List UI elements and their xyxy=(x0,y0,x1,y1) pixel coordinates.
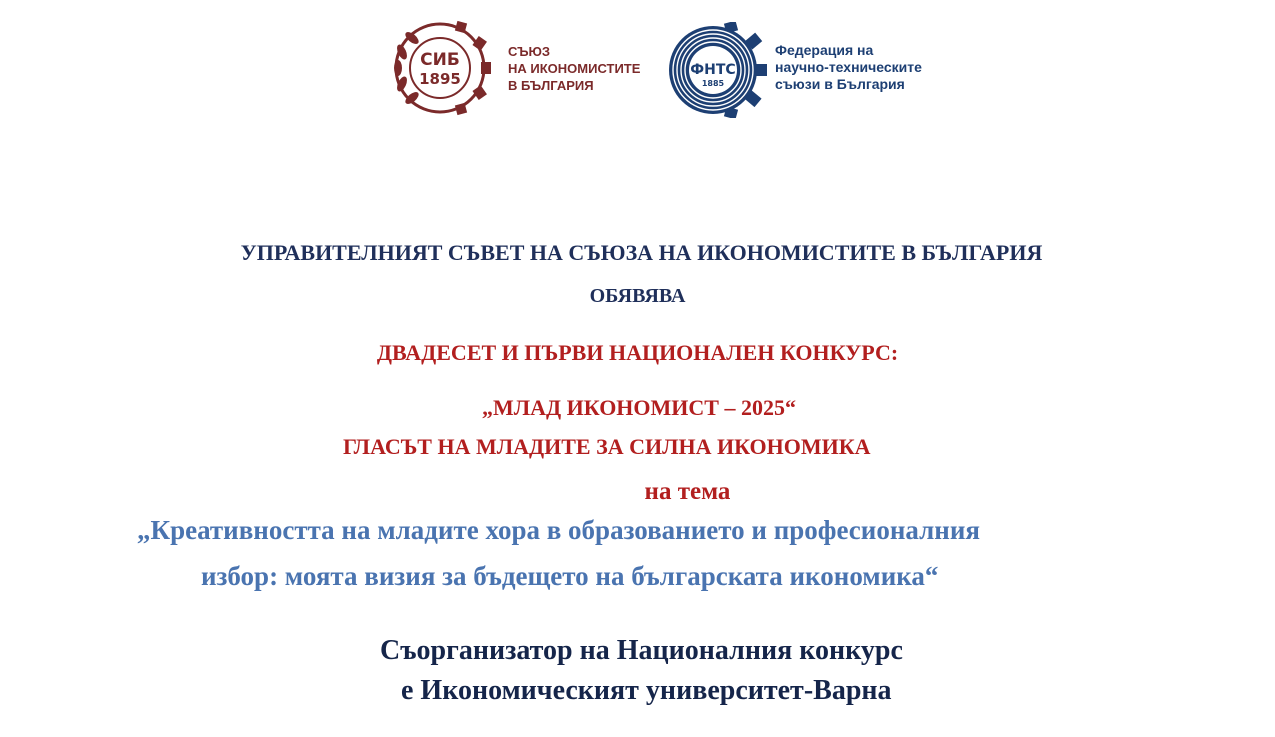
board-heading: УПРАВИТЕЛНИЯТ СЪВЕТ НА СЪЮЗА НА ИКОНОМИСТИТЕ В БЪЛГАРИЯ xyxy=(240,240,1043,265)
sib-emblem-text: СИБ xyxy=(420,50,460,70)
fnts-emblem-text: ФНТС xyxy=(690,62,736,78)
contest-name: „МЛАД ИКОНОМИСТ – 2025“ xyxy=(482,395,796,420)
sib-line-2: НА ИКОНОМИСТИТЕ xyxy=(508,61,641,76)
fnts-line-1: Федерация на xyxy=(775,42,874,58)
theme-label: на тема xyxy=(644,478,731,505)
contest-motto: ГЛАСЪТ НА МЛАДИТЕ ЗА СИЛНА ИКОНОМИКА xyxy=(343,434,871,459)
sib-emblem-year: 1895 xyxy=(419,70,461,88)
contest-title: ДВАДЕСЕТ И ПЪРВИ НАЦИОНАЛЕН КОНКУРС: xyxy=(376,340,899,365)
theme-line-2: избор: моята визия за бъдещето на българската икономика“ xyxy=(201,561,939,591)
announces-label: ОБЯВЯВА xyxy=(589,285,686,307)
fnts-emblem-year: 1885 xyxy=(701,79,725,88)
sib-logo-icon xyxy=(388,18,498,118)
sib-line-1: СЪЮЗ xyxy=(508,44,551,59)
fnts-line-2: научно-техническите xyxy=(775,59,922,75)
sib-logo-text xyxy=(508,43,640,94)
coorganizer-line-1: Съорганизатор на Националния конкурс xyxy=(380,635,903,666)
sib-line-3: В БЪЛГАРИЯ xyxy=(508,78,594,93)
fnts-line-3: съюзи в България xyxy=(775,76,905,92)
logos-header xyxy=(0,0,1275,130)
theme-line-1: „Креативността на младите хора в образованието и професионалния xyxy=(137,515,980,545)
coorganizer-line-2: е Икономическият университет-Варна xyxy=(401,675,892,706)
fnts-logo-icon xyxy=(655,22,771,118)
fnts-logo-text xyxy=(775,42,922,93)
